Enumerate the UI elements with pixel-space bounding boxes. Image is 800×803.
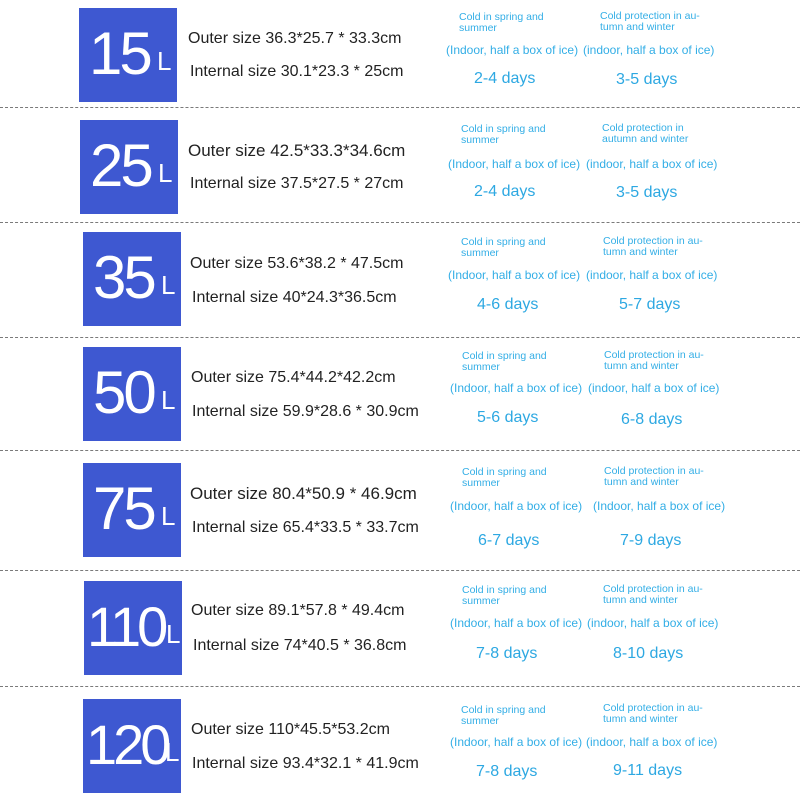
autumn-winter-label: Cold protection in autumn and winter (602, 122, 689, 145)
autumn-days: 8-10 days (613, 645, 684, 662)
row-divider (0, 450, 800, 451)
spring-summer-label: Cold in spring and summer (462, 350, 547, 373)
spring-days: 4-6 days (477, 296, 539, 313)
capacity-number: 15 (89, 20, 150, 87)
capacity-number: 110 (87, 595, 165, 658)
spring-summer-label: Cold in spring and summer (462, 584, 547, 607)
outer-size: Outer size 110*45.5*53.2cm (191, 721, 390, 738)
capacity-row-120l (0, 690, 800, 803)
capacity-row-25l (0, 113, 800, 226)
capacity-number: 120 (86, 713, 168, 776)
spring-indoor-note: (Indoor, half a box of ice) (450, 499, 583, 513)
capacity-unit: L (161, 385, 176, 415)
row-divider (0, 107, 800, 108)
internal-size: Internal size 74*40.5 * 36.8cm (193, 637, 407, 654)
row-divider (0, 570, 800, 571)
internal-size: Internal size 40*24.3*36.5cm (192, 289, 397, 306)
autumn-indoor-note: (indoor, half a box of ice) (586, 268, 718, 282)
autumn-days: 7-9 days (620, 532, 682, 549)
capacity-unit: L (161, 270, 176, 300)
autumn-indoor-note: (indoor, half a box of ice) (588, 381, 720, 395)
internal-size: Internal size 93.4*32.1 * 41.9cm (192, 755, 419, 772)
internal-size: Internal size 65.4*33.5 * 33.7cm (192, 519, 419, 536)
capacity-unit: L (166, 619, 181, 649)
spring-days: 6-7 days (478, 532, 540, 549)
autumn-winter-label: Cold protection in au-tumn and winter (603, 583, 703, 606)
spring-summer-label: Cold in spring and summer (459, 11, 544, 34)
outer-size: Outer size 53.6*38.2 * 47.5cm (190, 255, 404, 272)
capacity-badge (80, 120, 178, 214)
spring-indoor-note: (Indoor, half a box of ice) (448, 268, 581, 282)
capacity-badge (84, 581, 182, 675)
internal-size: Internal size 59.9*28.6 * 30.9cm (192, 403, 419, 420)
capacity-badge (79, 8, 177, 102)
autumn-days: 6-8 days (621, 411, 683, 428)
capacity-badge (83, 699, 181, 793)
spring-indoor-note: (Indoor, half a box of ice) (450, 735, 583, 749)
capacity-badge (83, 347, 181, 441)
spring-indoor-note: (Indoor, half a box of ice) (450, 381, 583, 395)
capacity-row-110l (0, 573, 800, 686)
spring-summer-label: Cold in spring and summer (462, 466, 547, 489)
row-divider (0, 686, 800, 687)
spring-days: 2-4 days (474, 70, 536, 87)
capacity-badge (83, 463, 181, 557)
capacity-number: 50 (93, 359, 154, 426)
autumn-indoor-note: (indoor, half a box of ice) (587, 616, 719, 630)
internal-size: Internal size 30.1*23.3 * 25cm (190, 63, 404, 80)
autumn-indoor-note: (indoor, half a box of ice) (583, 43, 715, 57)
spring-summer-label: Cold in spring and summer (461, 123, 546, 146)
autumn-indoor-note: (indoor, half a box of ice) (586, 735, 718, 749)
autumn-winter-label: Cold protection in au-tumn and winter (600, 10, 700, 33)
autumn-winter-label: Cold protection in au-tumn and winter (603, 235, 703, 258)
capacity-row-35l (0, 226, 800, 339)
capacity-unit: L (158, 158, 173, 188)
internal-size: Internal size 37.5*27.5 * 27cm (190, 175, 404, 192)
outer-size: Outer size 42.5*33.3*34.6cm (188, 141, 406, 160)
autumn-winter-label: Cold protection in au-tumn and winter (603, 702, 703, 725)
row-divider (0, 222, 800, 223)
capacity-number: 25 (90, 132, 151, 199)
autumn-days: 3-5 days (616, 184, 678, 201)
spring-days: 7-8 days (476, 645, 538, 662)
spring-indoor-note: (Indoor, half a box of ice) (446, 43, 579, 57)
spring-summer-label: Cold in spring and summer (461, 704, 546, 727)
capacity-row-15l (0, 0, 800, 113)
autumn-days: 9-11 days (613, 762, 683, 779)
autumn-days: 5-7 days (619, 296, 681, 313)
row-divider (0, 337, 800, 338)
outer-size: Outer size 36.3*25.7 * 33.3cm (188, 30, 402, 47)
capacity-unit: L (157, 46, 172, 76)
autumn-indoor-note: (Indoor, half a box of ice) (593, 499, 726, 513)
autumn-days: 3-5 days (616, 71, 678, 88)
capacity-unit: L (165, 737, 180, 767)
autumn-winter-label: Cold protection in au-tumn and winter (604, 349, 704, 372)
spring-days: 7-8 days (476, 763, 538, 780)
outer-size: Outer size 75.4*44.2*42.2cm (191, 369, 396, 386)
spring-days: 2-4 days (474, 183, 536, 200)
autumn-indoor-note: (indoor, half a box of ice) (586, 157, 718, 171)
capacity-badge (83, 232, 181, 326)
capacity-row-75l (0, 455, 800, 568)
capacity-row-50l (0, 340, 800, 453)
capacity-number: 35 (93, 244, 154, 311)
spring-days: 5-6 days (477, 409, 539, 426)
capacity-unit: L (161, 501, 176, 531)
outer-size: Outer size 89.1*57.8 * 49.4cm (191, 602, 405, 619)
spring-indoor-note: (Indoor, half a box of ice) (448, 157, 581, 171)
spring-summer-label: Cold in spring and summer (461, 236, 546, 259)
spring-indoor-note: (Indoor, half a box of ice) (450, 616, 583, 630)
autumn-winter-label: Cold protection in au-tumn and winter (604, 465, 704, 488)
capacity-number: 75 (93, 475, 154, 542)
outer-size: Outer size 80.4*50.9 * 46.9cm (190, 484, 417, 503)
